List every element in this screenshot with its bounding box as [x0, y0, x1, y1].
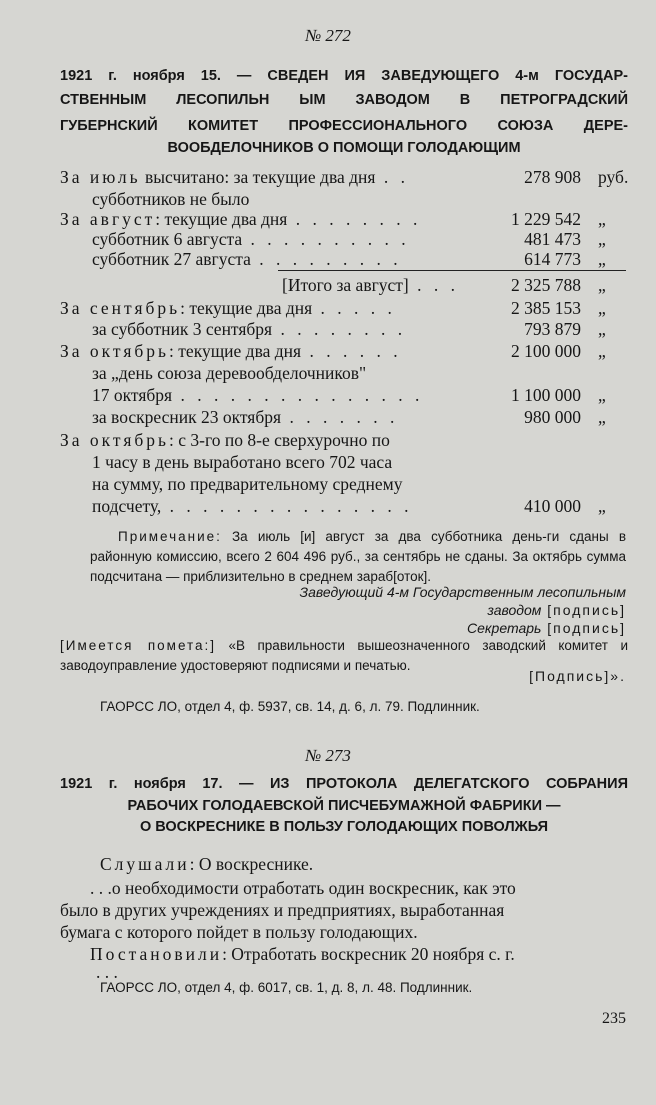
row-label: субботников не было [92, 189, 250, 209]
ledger-row [60, 188, 628, 210]
row-label: за воскресник 23 октября [92, 407, 282, 427]
month-label: За июль [60, 167, 141, 187]
ledger-row [60, 228, 628, 250]
mark-signature: [Подпись]». [529, 668, 626, 684]
row-unit: „ [598, 496, 606, 516]
row-unit: „ [598, 298, 606, 318]
leader-dots: . . . . . . . [281, 407, 399, 427]
row-label: за субботник 3 сентября [92, 319, 273, 339]
leader-dots: . . . . . . . . . . . . . . . [161, 496, 413, 516]
footnote [90, 527, 626, 587]
ledger-row [60, 208, 628, 230]
row-amount: 1 229 542 [511, 209, 581, 229]
leader-dots: . . . [408, 275, 460, 295]
ledger-row [60, 473, 628, 495]
leader-dots: . . [375, 167, 409, 187]
page-number: 235 [602, 1010, 626, 1027]
row-amount: 2 385 153 [511, 298, 581, 318]
document-heading-line: 1921 г. ноября 15. — СВЕДЕН ИЯ ЗАВЕДУЮЩЕГО 4-м ГОСУДАР- [60, 68, 628, 84]
signature-text: Секретарь [467, 620, 542, 636]
heard-text: : О воскреснике. [189, 854, 314, 874]
row-unit: „ [598, 341, 606, 361]
row-unit: „ [598, 319, 606, 339]
row-label: [Итого за август] [282, 275, 409, 295]
note-label: Примечание: [118, 529, 222, 544]
month-label: За октябрь [60, 341, 170, 361]
row-unit: „ [598, 209, 606, 229]
row-label: : текущие два дня [180, 298, 313, 318]
leader-dots: . . . . . . . . . [250, 249, 402, 269]
leader-dots: . . . . . . . . . . . . . . . [172, 385, 424, 405]
ledger-row [60, 297, 628, 319]
ledger-row [60, 451, 628, 473]
leader-dots: . . . . . . . . [272, 319, 407, 339]
protocol-text-line: было в других учреждениях и предприятиях, выработанная [60, 900, 505, 920]
row-amount: 278 908 [524, 167, 581, 187]
ledger-row [60, 429, 628, 451]
mark-text: «В правильности вышеозначенного заводский комитет и заводоуправление удостоверяют подписями и печатью. [60, 638, 628, 673]
ledger-row [60, 495, 628, 517]
row-unit: „ [598, 275, 606, 295]
row-unit: „ [598, 249, 606, 269]
signature-text: Заведующий 4-м Государственным лесопильным [299, 584, 626, 600]
signature-placeholder: [подпись] [541, 620, 626, 636]
document-heading-line: ВООБДЕЛОЧНИКОВ О ПОМОЩИ ГОЛОДАЮЩИМ [167, 140, 521, 156]
document-heading-line: РАБОЧИХ ГОЛОДАЕВСКОЙ ПИСЧЕБУМАЖНОЙ ФАБРИКИ — [127, 798, 561, 814]
signature-text: заводом [487, 602, 542, 618]
row-amount: 2 100 000 [511, 341, 581, 361]
row-label: : с 3-го по 8-е сверхурочно по [169, 430, 390, 450]
row-amount: 410 000 [524, 496, 581, 516]
row-amount: 793 879 [524, 319, 581, 339]
document-heading-line: ГУБЕРНСКИЙ КОМИТЕТ ПРОФЕССИОНАЛЬНОГО СОЮЗА ДЕРЕ- [60, 118, 628, 134]
ledger-row [60, 406, 628, 428]
row-label: 1 часу в день выработано всего 702 часа [92, 452, 393, 472]
ledger-row-total [60, 274, 628, 296]
leader-dots: . . . . . . [301, 341, 402, 361]
month-label: За август [60, 209, 156, 229]
row-label: высчитано: за текущие два дня [140, 167, 376, 187]
note-text: За июль [и] август за два субботника день-ги сданы в районную комиссию, всего 2 604 496 руб., за сентябрь не сданы. За октябрь сумма подсчитана — приблизительно в среднем зараб[оток]. [90, 529, 626, 584]
signature-line [467, 618, 626, 638]
protocol-text-line: . . .о необходимости отработать один воскресник, как это [90, 878, 516, 898]
row-label: за „день союза деревообделочников" [92, 363, 367, 383]
leader-dots: . . . . . . . . [287, 209, 422, 229]
row-label: на сумму, по предварительному среднему [92, 474, 403, 494]
signature-placeholder: [подпись] [541, 602, 626, 618]
resolved-text: : Отработать воскресник 20 ноября с. г. [222, 944, 515, 964]
ledger-row [60, 362, 628, 384]
row-label: субботник 6 августа [92, 229, 243, 249]
heard-label: Слушали [100, 854, 190, 874]
protocol-text-line: бумага с которого пойдет в пользу голодающих. [60, 922, 418, 942]
row-amount: 481 473 [524, 229, 581, 249]
row-unit: „ [598, 385, 606, 405]
ledger-row [60, 248, 628, 270]
signature-line [487, 600, 626, 620]
row-amount: 614 773 [524, 249, 581, 269]
signature-line [299, 582, 626, 602]
row-unit: „ [598, 407, 606, 427]
document-heading-line: О ВОСКРЕСНИКЕ В ПОЛЬЗУ ГОЛОДАЮЩИХ ПОВОЛЖЬЯ [139, 819, 549, 835]
archive-source: ГАОРСС ЛО, отдел 4, ф. 5937, св. 14, д. 6, л. 79. Подлинник. [100, 699, 480, 714]
row-label: : текущие два дня [155, 209, 288, 229]
row-label: субботник 27 августа [92, 249, 251, 269]
mark-label: [Имеется помета:] [60, 638, 217, 653]
ledger-row [60, 166, 628, 188]
resolved-label: Постановили [90, 944, 223, 964]
ledger-row [60, 318, 628, 340]
leader-dots: . . . . . . . . . . [242, 229, 410, 249]
document-heading-line: СТВЕННЫМ ЛЕСОПИЛЬН ЫМ ЗАВОДОМ В ПЕТРОГРАДСКИЙ [60, 92, 628, 108]
protocol-heard [100, 852, 656, 876]
row-unit: „ [598, 229, 606, 249]
total-rule [278, 270, 626, 271]
document-heading-line: 1921 г. ноября 17. — ИЗ ПРОТОКОЛА ДЕЛЕГАТСКОГО СОБРАНИЯ [60, 776, 628, 792]
document-number: № 272 [305, 26, 351, 45]
row-amount: 1 100 000 [511, 385, 581, 405]
row-amount: 980 000 [524, 407, 581, 427]
row-label: подсчету, [92, 496, 162, 516]
leader-dots: . . . . . [312, 298, 396, 318]
document-number: № 273 [305, 746, 351, 765]
row-unit: руб. [598, 167, 629, 187]
ledger-row [60, 384, 628, 406]
month-label: За сентябрь [60, 298, 181, 318]
month-label: За октябрь [60, 430, 170, 450]
ellipsis: . . . [96, 962, 118, 982]
row-amount: 2 325 788 [511, 275, 581, 295]
archive-source: ГАОРСС ЛО, отдел 4, ф. 6017, св. 1, д. 8, л. 48. Подлинник. [100, 980, 473, 995]
ledger-row [60, 340, 628, 362]
row-label: 17 октября [92, 385, 173, 405]
row-label: : текущие два дня [169, 341, 302, 361]
